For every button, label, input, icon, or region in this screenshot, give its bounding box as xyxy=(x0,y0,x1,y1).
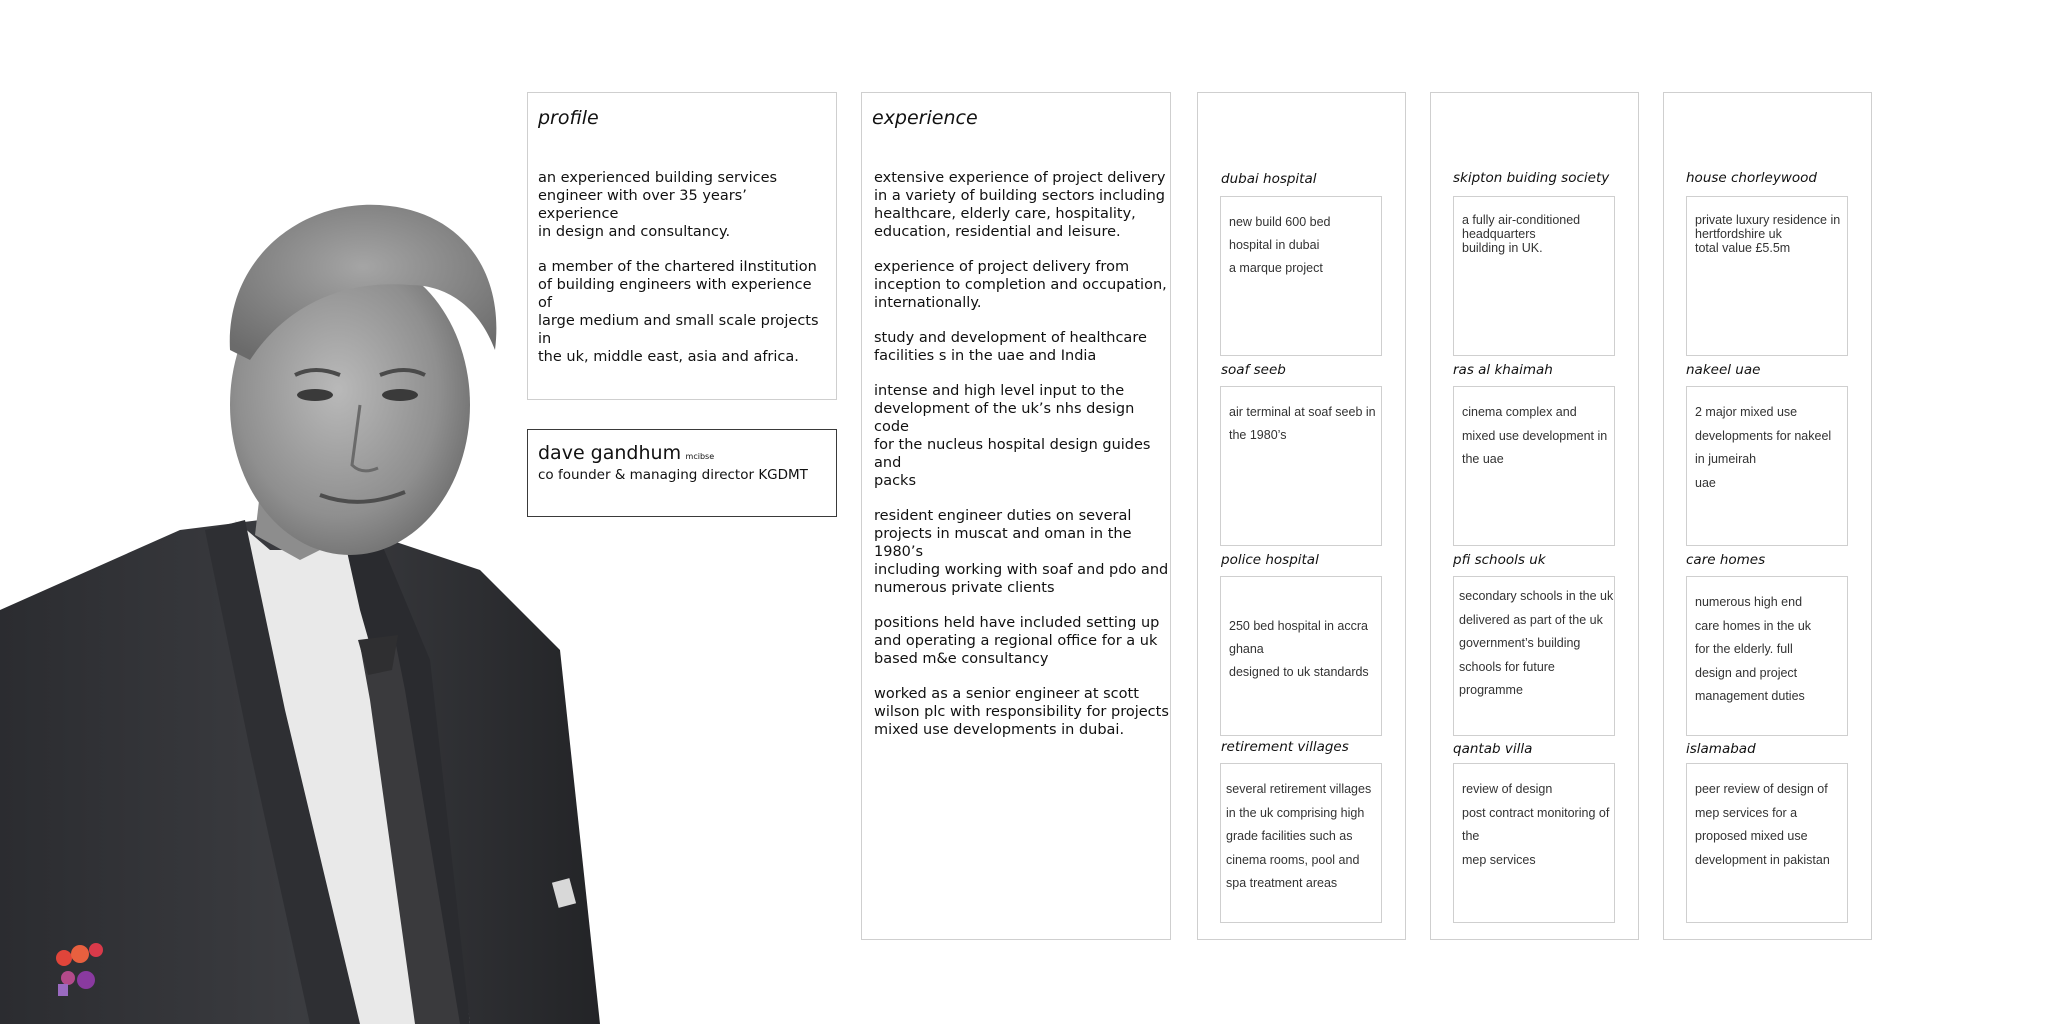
project-title: house chorleywood xyxy=(1686,170,1817,186)
experience-paragraph: experience of project delivery from inception to completion and occupation, internationally. xyxy=(874,259,1167,311)
project-card xyxy=(1453,763,1615,923)
experience-paragraph: positions held have included setting up and operating a regional office for a uk based m&e consultancy xyxy=(874,615,1160,667)
profile-paragraph: an experienced building services engineer with over 35 years’ experience in design and consultancy. xyxy=(538,170,778,240)
project-title: care homes xyxy=(1686,552,1766,568)
project-title: nakeel uae xyxy=(1686,362,1761,378)
project-title: soaf seeb xyxy=(1221,362,1286,378)
project-description: numerous high end care homes in the uk for the elderly. full design and project management duties xyxy=(1695,595,1812,703)
project-description: a fully air-conditioned headquarters building in UK. xyxy=(1462,213,1581,255)
company-logo xyxy=(50,938,114,1000)
experience-paragraph: intense and high level input to the development of the uk’s nhs design code for the nucleus hospital design guides and packs xyxy=(874,383,1151,489)
project-description: peer review of design of mep services for a proposed mixed use development in pakistan xyxy=(1695,782,1830,867)
profile-paragraph: a member of the chartered iInstitution of building engineers with experience of large medium and small scale projects in the uk, middle east, asia and africa. xyxy=(538,259,819,365)
project-title: dubai hospital xyxy=(1221,171,1317,187)
project-title: qantab villa xyxy=(1453,741,1533,757)
project-card xyxy=(1686,763,1848,923)
experience-paragraph: worked as a senior engineer at scott wilson plc with responsibility for projects mixed use developments in dubai. xyxy=(874,686,1169,738)
project-title: islamabad xyxy=(1686,741,1756,757)
experience-paragraph: study and development of healthcare facilities s in the uae and India xyxy=(874,330,1147,364)
project-title: pfi schools uk xyxy=(1453,552,1546,568)
project-description: review of design post contract monitoring of the mep services xyxy=(1462,782,1610,867)
project-title: police hospital xyxy=(1221,552,1319,568)
experience-panel xyxy=(861,92,1171,940)
project-card xyxy=(1220,576,1382,736)
project-card xyxy=(1220,763,1382,923)
person-role: co founder & managing director KGDMT xyxy=(538,467,808,483)
project-title: retirement villages xyxy=(1221,739,1349,755)
project-card xyxy=(1220,386,1382,546)
project-title: skipton buiding society xyxy=(1453,170,1610,186)
project-card xyxy=(1686,576,1848,736)
experience-paragraph: resident engineer duties on several projects in muscat and oman in the 1980’s including working with soaf and pdo and numerous private clients xyxy=(874,508,1169,596)
project-description: 250 bed hospital in accra ghana designed to uk standards xyxy=(1229,619,1369,679)
person-name: dave gandhum xyxy=(538,442,682,464)
project-card xyxy=(1686,196,1848,356)
project-description: 2 major mixed use developments for nakeel in jumeirah uae xyxy=(1695,405,1832,490)
project-card xyxy=(1453,576,1615,736)
project-description: private luxury residence in hertfordshire uk total value £5.5m xyxy=(1695,213,1841,255)
project-card xyxy=(1220,196,1382,356)
name-card xyxy=(527,429,837,517)
project-card xyxy=(1453,196,1615,356)
project-title: ras al khaimah xyxy=(1453,362,1553,378)
profile-title: profile xyxy=(538,107,599,129)
portrait-photo xyxy=(0,190,600,1024)
profile-panel xyxy=(527,92,837,400)
experience-title: experience xyxy=(872,107,978,129)
project-description: air terminal at soaf seeb in the 1980’s xyxy=(1229,405,1376,442)
project-description: cinema complex and mixed use development in the uae xyxy=(1462,405,1608,466)
experience-paragraph: extensive experience of project delivery in a variety of building sectors including healthcare, elderly care, hospitality, education, residential and leisure. xyxy=(874,170,1166,240)
project-card xyxy=(1453,386,1615,546)
project-description: secondary schools in the uk delivered as part of the uk government’s building schools for future programme xyxy=(1459,589,1614,697)
project-description: new build 600 bed hospital in dubai a marque project xyxy=(1229,215,1331,275)
project-card xyxy=(1686,386,1848,546)
person-suffix: mcibse xyxy=(685,452,715,461)
project-description: several retirement villages in the uk comprising high grade facilities such as cinema rooms, pool and spa treatment areas xyxy=(1226,782,1372,890)
